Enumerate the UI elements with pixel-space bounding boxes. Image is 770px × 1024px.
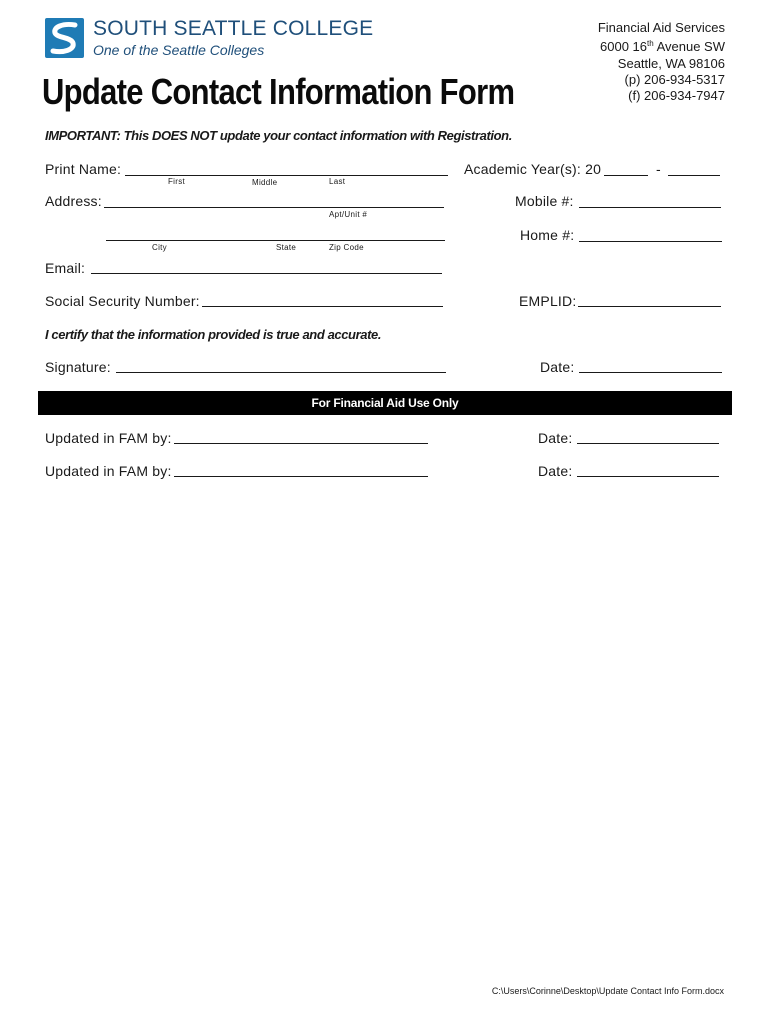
signature-line[interactable] <box>116 372 446 373</box>
office-address-block <box>598 20 725 104</box>
mobile-label: Mobile #: <box>515 193 574 209</box>
home-line[interactable] <box>579 241 722 242</box>
emplid-line[interactable] <box>578 306 721 307</box>
ssn-label: Social Security Number: <box>45 293 200 309</box>
office-use-banner: For Financial Aid Use Only <box>38 391 732 415</box>
updated-fam-label-2: Updated in FAM by: <box>45 463 172 479</box>
academic-year-dash: - <box>656 161 661 177</box>
important-note: IMPORTANT: This DOES NOT update your contact information with Registration. <box>45 128 512 143</box>
date-line[interactable] <box>579 372 722 373</box>
updated-fam-label-1: Updated in FAM by: <box>45 430 172 446</box>
zip-sublabel: Zip Code <box>329 243 364 252</box>
state-sublabel: State <box>276 243 297 252</box>
email-line[interactable] <box>91 273 442 274</box>
print-name-line[interactable] <box>125 175 448 176</box>
updated-fam-line-2[interactable] <box>174 476 428 477</box>
emplid-label: EMPLID: <box>519 293 577 309</box>
mobile-line[interactable] <box>579 207 721 208</box>
last-sublabel: Last <box>329 177 346 186</box>
s-logo-icon <box>45 18 84 58</box>
office-city: Seattle, WA 98106 <box>617 55 725 71</box>
office-phone: (p) 206-934-5317 <box>624 71 725 87</box>
middle-sublabel: Middle <box>252 178 278 187</box>
apt-sublabel: Apt/Unit # <box>329 210 368 219</box>
office-date-label-1: Date: <box>538 430 573 446</box>
academic-year-end-line[interactable] <box>668 175 720 176</box>
city-sublabel: City <box>152 243 167 252</box>
date-label: Date: <box>540 359 575 375</box>
updated-fam-line-1[interactable] <box>174 443 428 444</box>
certification-statement: I certify that the information provided is true and accurate. <box>45 327 382 342</box>
file-path-footer: C:\Users\Corinne\Desktop\Update Contact Info Form.docx <box>491 986 724 996</box>
academic-year-start-line[interactable] <box>604 175 648 176</box>
first-sublabel: First <box>168 177 186 186</box>
college-tagline: One of the Seattle Colleges <box>93 42 265 58</box>
form-title: Update Contact Information Form <box>42 71 515 112</box>
office-street: 6000 16th Avenue SW <box>600 39 725 55</box>
office-name: Financial Aid Services <box>597 20 725 35</box>
academic-year-label: Academic Year(s): 20 <box>464 161 602 177</box>
office-date-line-2[interactable] <box>577 476 719 477</box>
office-fax: (f) 206-934-7947 <box>628 88 725 104</box>
signature-label: Signature: <box>45 359 111 375</box>
print-name-label: Print Name: <box>45 161 122 177</box>
office-date-line-1[interactable] <box>577 443 719 444</box>
ssn-line[interactable] <box>202 306 443 307</box>
email-label: Email: <box>45 260 86 276</box>
college-logo-mark <box>45 18 84 58</box>
address-label: Address: <box>45 193 102 209</box>
address-line[interactable] <box>104 207 444 208</box>
office-date-label-2: Date: <box>538 463 573 479</box>
city-state-zip-line[interactable] <box>106 240 445 241</box>
home-label: Home #: <box>520 227 575 243</box>
college-name: SOUTH SEATTLE COLLEGE <box>93 17 374 40</box>
